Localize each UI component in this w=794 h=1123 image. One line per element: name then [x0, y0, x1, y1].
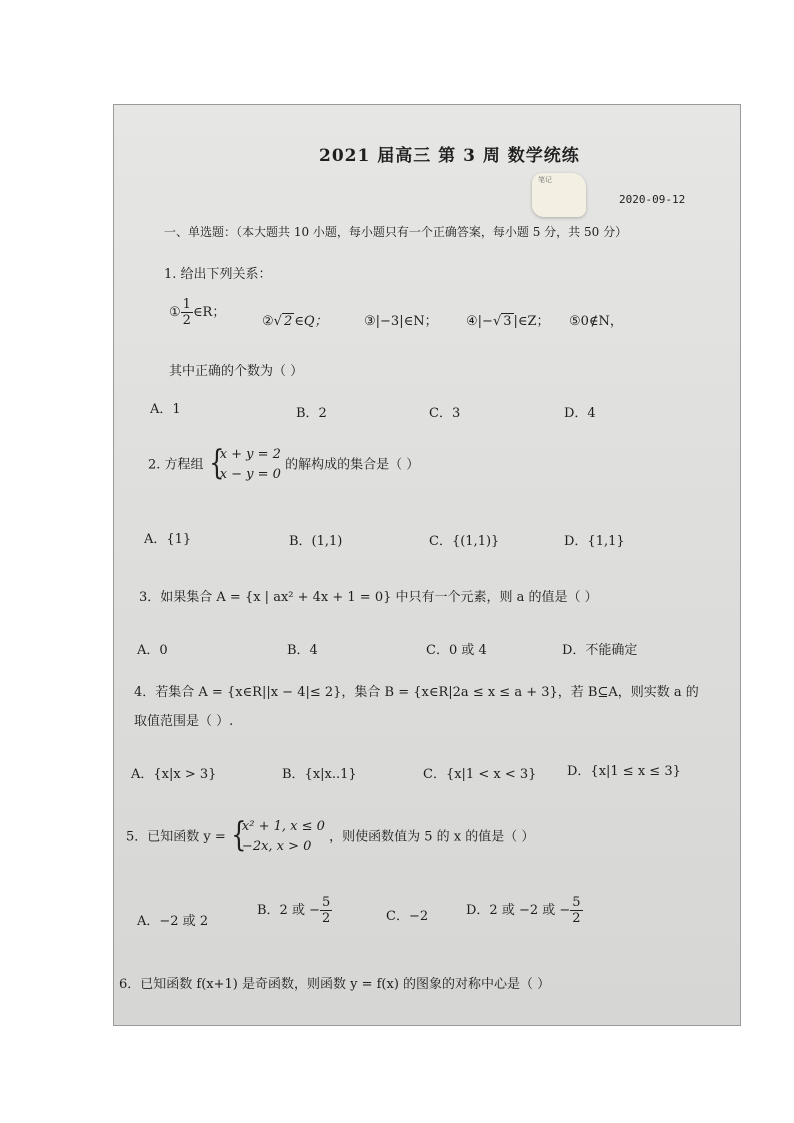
q1-option-d: D．4 — [564, 406, 596, 421]
q4-option-b: B．{x|x..1} — [282, 767, 357, 782]
q1-r4: ④|−√ 3 |∈Z； — [466, 314, 550, 329]
q1-r5: ⑤0∉N， — [569, 314, 623, 329]
q3-option-d: D．不能确定 — [562, 643, 638, 658]
exam-photo — [113, 104, 741, 1026]
q1-r3: ③|−3|∈N； — [364, 314, 438, 329]
q5-option-d: D．2 或 −2 或 − $\frac{5}{2}$ — [466, 895, 581, 926]
q1-stem: 1. 给出下列关系： — [164, 267, 272, 282]
q2-equation-system: { x + y = 2 x − y = 0 — [208, 443, 281, 483]
q5-option-a: A．−2 或 2 — [137, 914, 209, 929]
q5-option-b: B．2 或 − $\frac{5}{2}$ — [257, 895, 331, 926]
q1-r2: ②√ 2 ∈Q； — [262, 314, 328, 329]
q2-stem: 2. 方程组 { x + y = 2 x − y = 0 的解构成的集合是（ ） — [148, 443, 420, 483]
q2-option-b: B．(1,1) — [289, 534, 343, 549]
q5-piecewise: { x² + 1, x ≤ 0 −2x, x > 0 — [231, 815, 325, 855]
sticker-note — [532, 173, 586, 217]
q5-option-c: C．−2 — [386, 909, 429, 924]
q2-option-a: A．{1} — [144, 532, 192, 547]
exam-title: 2021 届高三 第 3 周 数学统练 — [319, 146, 580, 166]
q3-option-b: B．4 — [287, 643, 318, 658]
q3-option-a: A．0 — [137, 643, 168, 658]
q2-option-c: C．{(1,1)} — [429, 534, 500, 549]
q4-option-c: C．{x|1 < x < 3} — [423, 767, 537, 782]
q4-stem-line1: 4．若集合 A = {x∈R||x − 4|≤ 2}，集合 B = {x∈R|2a ≤ x ≤ a + 3}，若 B⊆A，则实数 a 的 — [134, 685, 699, 700]
q4-stem-line2: 取值范围是（ ）. — [134, 714, 234, 729]
q1-option-b: B．2 — [296, 406, 327, 421]
q1-r1: ① $\frac{1}{2}$ ∈R； — [169, 297, 226, 328]
q1-option-a: A．1 — [150, 402, 181, 417]
q6-stem: 6．已知函数 f(x+1) 是奇函数，则函数 y = f(x) 的图象的对称中心是（ ） — [119, 977, 551, 992]
q4-option-a: A．{x|x > 3} — [131, 767, 217, 782]
q3-option-c: C．0 或 4 — [426, 643, 487, 658]
sticker-text: 笔记 — [538, 176, 552, 184]
q5-stem: 5．已知函数 y = { x² + 1, x ≤ 0 −2x, x > 0 ，则使函数值为 5 的 x 的值是（ ） — [126, 815, 535, 855]
q2-option-d: D．{1,1} — [564, 534, 625, 549]
q3-stem: 3．如果集合 A = {x | ax² + 4x + 1 = 0} 中只有一个元素，则 a 的值是（ ） — [139, 590, 598, 605]
q1-relations — [169, 297, 225, 328]
section-heading: 一、单选题：（本大题共 10 小题，每小题只有一个正确答案，每小题 5 分，共 50 分） — [164, 225, 628, 239]
exam-date: 2020-09-12 — [619, 193, 686, 206]
q4-option-d: D．{x|1 ≤ x ≤ 3} — [567, 764, 681, 779]
q1-ask: 其中正确的个数为（ ） — [169, 364, 304, 379]
q1-option-c: C．3 — [429, 406, 461, 421]
